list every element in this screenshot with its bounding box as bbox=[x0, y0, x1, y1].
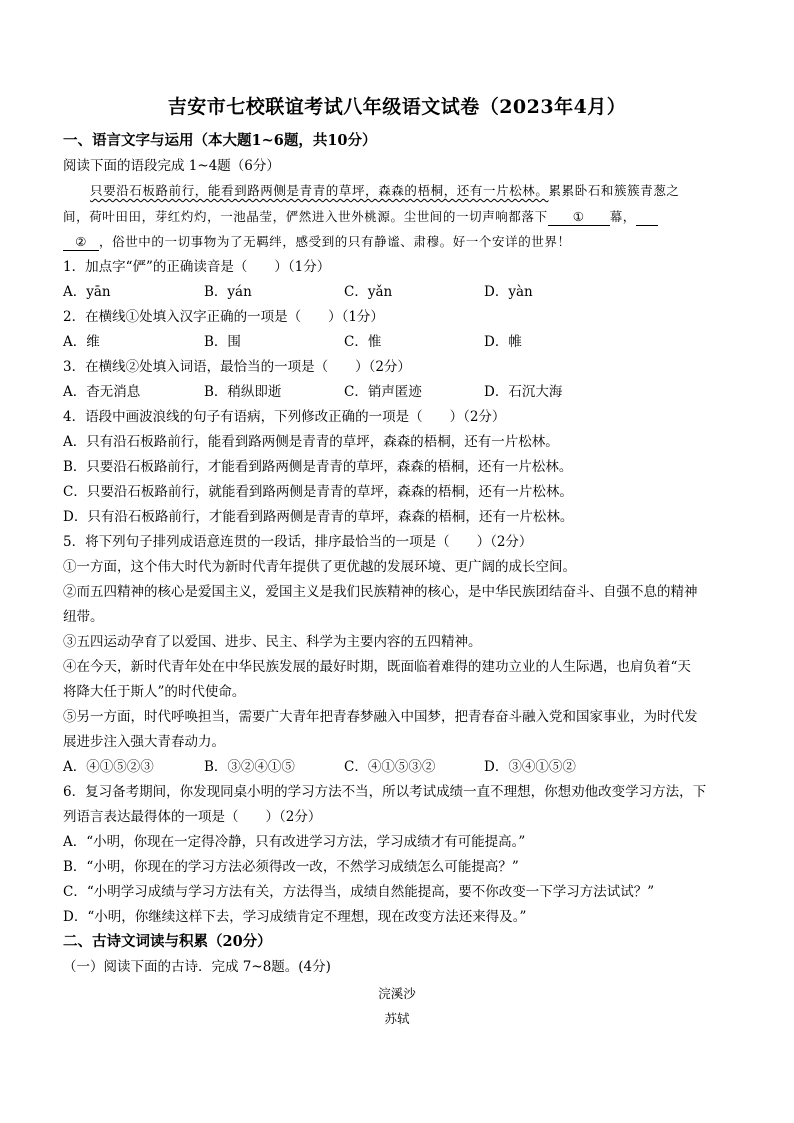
q3-option-a: A．杳无消息 bbox=[63, 384, 141, 400]
q3-option-d: D．石沉大海 bbox=[484, 384, 563, 400]
q6-option-a: A．“小明，你现在一定得冷静，只有改进学习方法，学习成绩才有可能提高。” bbox=[63, 834, 526, 850]
passage-line2-head: 间，荷叶田田，芽红灼灼，一池晶莹，俨然进入世外桃源。尘世间的一切声响都落下 bbox=[63, 209, 548, 224]
passage-line1-tail: 累累卧石和簇簇青葱之 bbox=[548, 183, 680, 198]
q3-option-c: C．销声匿迹 bbox=[344, 384, 422, 400]
passage-line-3 bbox=[63, 233, 571, 251]
q5-sentence-4b: 将降大任于斯人”的时代使命。 bbox=[63, 684, 246, 700]
q5-option-b: B．③②④①⑤ bbox=[204, 759, 295, 775]
q4-option-c: C．只要沿石板路前行，就能看到路两侧是青青的草坪，森森的梧桐，还有一片松林。 bbox=[63, 484, 573, 500]
q3-option-b: B．稍纵即逝 bbox=[204, 384, 282, 400]
q1-option-d: D．yàn bbox=[484, 284, 533, 300]
section2-heading: 二、古诗文词读与积累（20分） bbox=[63, 933, 272, 950]
q6-option-b: B．“小明，你现在的学习方法必须得改一改，不然学习成绩怎么可能提高？” bbox=[63, 859, 519, 875]
page-title: 吉安市七校联谊考试八年级语文试卷（2023年4月） bbox=[167, 96, 627, 118]
q2-option-a: A．维 bbox=[63, 334, 100, 350]
q2-option-b: B．围 bbox=[204, 334, 241, 350]
q6-stem-a: 6．复习备考期间，你发现同桌小明的学习方法不当，所以考试成绩一直不理想，你想劝他改变学习方法，下 bbox=[63, 784, 707, 800]
q5-option-c: C．④①⑤③② bbox=[344, 759, 436, 775]
q6-option-c: C．“小明学习成绩与学习方法有关，方法得当，成绩自然能提高，要不你改变一下学习方法试试？” bbox=[63, 884, 655, 900]
q5-option-d: D．③④①⑤② bbox=[484, 759, 576, 775]
q1-option-c: C．yǎn bbox=[344, 284, 393, 300]
q4-option-b: B．只要沿石板路前行，才能看到路两侧是青青的草坪，森森的梧桐，还有一片松林。 bbox=[63, 459, 573, 475]
q1-stem: 1．加点字“俨”的正确读音是（ ）（1分） bbox=[63, 259, 331, 275]
q4-option-a: A．只有沿石板路前行，能看到路两侧是青青的草坪，森森的梧桐，还有一片松林。 bbox=[63, 434, 559, 450]
poem-author: 苏轼 bbox=[384, 1011, 410, 1026]
blank-2: ② bbox=[63, 234, 99, 251]
q4-stem: 4．语段中画波浪线的句子有语病，下列修改正确的一项是（ ）（2分） bbox=[63, 409, 506, 425]
q5-stem: 5．将下列句子排列成语意连贯的一段话，排序最恰当的一项是（ ）（2分） bbox=[63, 534, 533, 550]
q2-option-d: D．帷 bbox=[484, 334, 522, 350]
q5-option-a: A．④①⑤②③ bbox=[63, 759, 154, 775]
section1-heading: 一、语言文字与运用（本大题1~6题，共10分） bbox=[63, 132, 377, 149]
q1-option-b: B．yán bbox=[204, 284, 252, 300]
section2-sub1: （一）阅读下面的古诗．完成 7~8题。(4分) bbox=[63, 959, 331, 975]
wavy-sentence: 只要沿石板路前行，能看到路两侧是青青的草坪，森森的梧桐，还有一片松林。 bbox=[90, 183, 549, 198]
blank-2-start bbox=[636, 209, 658, 226]
q5-sentence-4a: ④在今天，新时代青年处在中华民族发展的最好时期，既面临着难得的建功立业的人生际遇，也肩负着“天 bbox=[63, 659, 691, 675]
passage-line-2 bbox=[63, 208, 658, 226]
passage-line2-tail: 幕， bbox=[609, 209, 636, 224]
q2-option-c: C．惟 bbox=[344, 334, 382, 350]
q5-sentence-2a: ②而五四精神的核心是爱国主义，爱国主义是我们民族精神的核心，是中华民族团结奋斗、自强不息的精神 bbox=[63, 584, 698, 600]
q6-option-d: D．“小明，你继续这样下去，学习成绩肯定不理想，现在改变方法还来得及。” bbox=[63, 909, 527, 925]
q5-sentence-5a: ⑤另一方面，时代呼唤担当，需要广大青年把青春梦融入中国梦，把青春奋斗融入党和国家事业，为时代发 bbox=[63, 709, 698, 725]
passage-line-1 bbox=[90, 182, 680, 200]
passage-intro: 阅读下面的语段完成 1~4题（6分） bbox=[63, 158, 280, 174]
passage-line3-tail: ，俗世中的一切事物为了无羁绊，感受到的只有静谧、肃穆。好一个安详的世界！ bbox=[99, 234, 571, 249]
q5-sentence-2b: 纽带。 bbox=[63, 609, 104, 625]
poem-title: 浣溪沙 bbox=[378, 986, 416, 1001]
q2-stem: 2．在横线①处填入汉字正确的一项是（ ）（1分） bbox=[63, 309, 384, 325]
q6-stem-b: 列语言表达最得体的一项是（ ）（2分） bbox=[63, 809, 322, 825]
q4-option-d: D．只有沿石板路前行，才能看到路两侧是青青的草坪，森森的梧桐，还有一片松林。 bbox=[63, 509, 574, 525]
q1-option-a: A．yān bbox=[63, 284, 111, 300]
q5-sentence-5b: 展进步注入强大青春动力。 bbox=[63, 734, 225, 750]
blank-1: ① bbox=[548, 209, 610, 226]
q3-stem: 3．在横线②处填入词语，最恰当的一项是（ ）（2分） bbox=[63, 359, 411, 375]
q5-sentence-3: ③五四运动孕育了以爱国、进步、民主、科学为主要内容的五四精神。 bbox=[63, 634, 482, 650]
q5-sentence-1: ①一方面，这个伟大时代为新时代青年提供了更优越的发展环境、更广阔的成长空间。 bbox=[63, 559, 576, 575]
